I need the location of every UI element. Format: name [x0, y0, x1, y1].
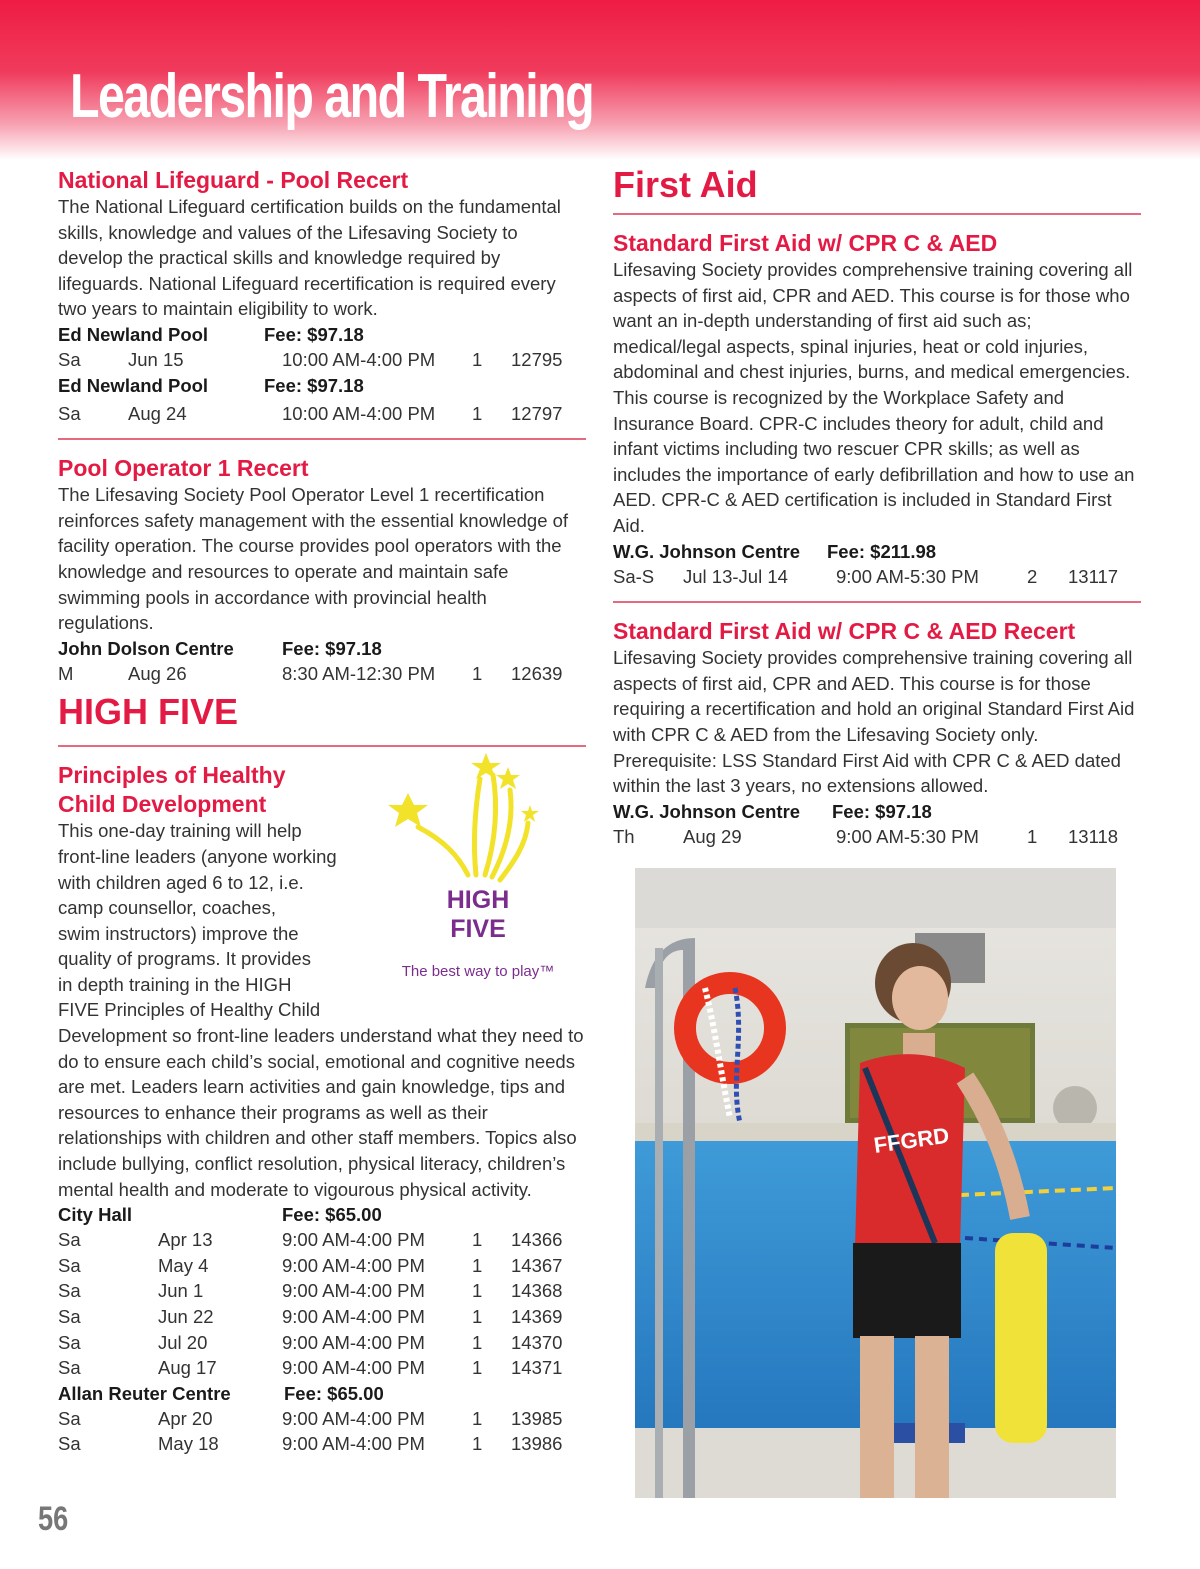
description-line: swim instructors) improve the [58, 922, 299, 944]
session-row [58, 1330, 586, 1356]
venue-name: W.G. Johnson Centre [613, 800, 801, 822]
session-code: 13986 [511, 1433, 563, 1455]
session-day: Sa [58, 1357, 81, 1379]
section-heading-first-aid: First Aid [613, 164, 758, 205]
course-title-sfa-recert: Standard First Aid w/ CPR C & AED Recert [613, 618, 1076, 645]
description-line: in depth training in the HIGH [58, 973, 292, 995]
session-time: 9:00 AM-4:00 PM [282, 1433, 425, 1455]
session-count: 2 [1027, 565, 1038, 587]
venue-row [58, 373, 586, 398]
session-code: 14371 [511, 1357, 563, 1379]
session-count: 1 [472, 662, 483, 684]
fee: Fee: $97.18 [832, 800, 932, 822]
course-title-pool-operator: Pool Operator 1 Recert [58, 455, 309, 482]
fee: Fee: $97.18 [282, 637, 382, 659]
session-code: 14366 [511, 1229, 563, 1251]
section-divider [613, 601, 1141, 603]
session-code: 14367 [511, 1254, 563, 1276]
header-banner [0, 0, 1200, 160]
section-heading-high-five: HIGH FIVE [58, 691, 239, 733]
session-date: Aug 24 [128, 402, 187, 424]
lifeguard-photo [635, 868, 1116, 1498]
venue-row [58, 1202, 586, 1227]
session-row [58, 1304, 586, 1330]
session-day: Sa [58, 1254, 81, 1276]
venue-row [58, 1381, 586, 1406]
session-row [613, 824, 1143, 850]
session-time: 9:00 AM-4:00 PM [282, 1229, 425, 1251]
session-code: 13118 [1068, 825, 1119, 847]
session-date: Jun 15 [128, 348, 184, 370]
high-five-logo [388, 745, 568, 985]
course-title-lifeguard: National Lifeguard - Pool Recert [58, 167, 409, 193]
session-list [58, 1406, 586, 1457]
venue-name: W.G. Johnson Centre [613, 540, 801, 562]
session-list [58, 1227, 586, 1381]
session-row [58, 1227, 586, 1253]
section-divider [58, 438, 586, 440]
session-day: Sa [58, 1433, 81, 1455]
session-time: 9:00 AM-4:00 PM [282, 1357, 425, 1379]
session-time: 9:00 AM-4:00 PM [282, 1306, 425, 1327]
description-line: quality of programs. It provides [58, 948, 311, 970]
venue-row [613, 799, 1143, 824]
session-day: M [58, 662, 74, 684]
venue-name: City Hall [58, 1204, 133, 1226]
session-count: 1 [472, 1280, 483, 1302]
session-count: 1 [472, 402, 483, 424]
course-title-principles-line2: Child Development [58, 791, 267, 818]
session-date: Apr 20 [158, 1407, 213, 1429]
fee: Fee: $97.18 [264, 374, 364, 396]
session-row [613, 564, 1143, 590]
session-time: 10:00 AM-4:00 PM [282, 402, 436, 424]
session-date: Aug 26 [128, 662, 187, 684]
session-row [58, 1253, 586, 1279]
session-day: Sa [58, 348, 81, 370]
section-divider [613, 213, 1141, 215]
venue-name: Allan Reuter Centre [58, 1382, 231, 1404]
session-row [58, 1278, 586, 1304]
course-description: Lifesaving Society provides comprehensive training covering all aspects of first aid, CPR and AED. This course is for those who want an in-depth understanding of first aid such as; medical/legal aspects, spinal injuries, heat or cold injuries, abdominal and chest injuries, burns, and medical emergencies. This course is recognized by the Workplace Safety and Insurance Board. CPR-C includes theory for adult, child and infant victims including two rescuer CPR skills; as well as includes the importance of early defibrillation and how to use an AED. CPR-C & AED certification is included in Standard First Aid. [613, 259, 1135, 536]
high-five-burst-icon [388, 745, 568, 985]
session-day: Sa [58, 1280, 81, 1302]
course-title-sfa: Standard First Aid w/ CPR C & AED [613, 230, 998, 256]
fee: Fee: $65.00 [284, 1382, 384, 1404]
course-description: Lifesaving Society provides comprehensive training covering all aspects of first aid, CPR and AED. This course is for those requiring a recertification and hold an original Standard First Aid with CPR C & AED from the Lifesaving Society only. Prerequisite: LSS Standard First Aid with CPR C & AED dated within the last 3 years, no extensions allowed. [613, 647, 1135, 797]
session-date: Jun 1 [158, 1280, 204, 1302]
session-code: 13117 [1068, 565, 1119, 587]
session-code: 12797 [511, 402, 563, 424]
session-row [58, 661, 586, 687]
session-count: 1 [472, 1433, 483, 1455]
session-time: 9:00 AM-4:00 PM [282, 1280, 425, 1302]
session-day: Sa [58, 1229, 81, 1251]
session-time: 9:00 AM-4:00 PM [282, 1407, 425, 1429]
description-line: FIVE Principles of Healthy Child [58, 999, 321, 1021]
session-code: 12795 [511, 348, 563, 370]
page-title: Leadership and Training [70, 62, 594, 131]
session-date: Jul 20 [158, 1331, 208, 1353]
session-time: 9:00 AM-4:00 PM [282, 1254, 425, 1276]
shirt-text: FFGRD [872, 1122, 951, 1158]
fee: Fee: $65.00 [282, 1204, 382, 1226]
session-date: Aug 17 [158, 1357, 217, 1379]
session-date: May 18 [158, 1433, 219, 1455]
fee: Fee: $211.98 [827, 540, 937, 562]
session-time: 8:30 AM-12:30 PM [282, 662, 436, 684]
venue-name: Ed Newland Pool [58, 323, 209, 345]
session-count: 1 [472, 348, 483, 370]
session-time: 9:00 AM-5:30 PM [836, 565, 979, 587]
description-line: This one-day training will help [58, 820, 302, 842]
session-date: Jul 13-Jul 14 [683, 565, 788, 587]
session-code: 14369 [511, 1306, 563, 1327]
session-count: 1 [1027, 825, 1038, 847]
session-time: 9:00 AM-5:30 PM [836, 825, 979, 847]
description-line: camp counsellor, coaches, [58, 897, 277, 919]
session-date: Jun 22 [158, 1306, 214, 1327]
session-date: Apr 13 [158, 1229, 213, 1251]
session-date: Aug 29 [683, 825, 742, 847]
session-time: 10:00 AM-4:00 PM [282, 348, 436, 370]
session-code: 14368 [511, 1280, 563, 1302]
course-description: Development so front-line leaders understand what they need to do to ensure each child’s social, emotional and cognitive needs are met. Leaders learn activities and gain knowledge, tips and resources to enhance their programs as well as their relationships with children and other staff members. Topics also include bullying, conflict resolution, physical literacy, children’s mental health and moderate to vigourous physical activity. [58, 1025, 584, 1200]
venue-name: Ed Newland Pool [58, 374, 209, 396]
session-day: Sa-S [613, 565, 655, 587]
session-date: May 4 [158, 1254, 209, 1276]
course-description: The Lifesaving Society Pool Operator Level 1 recertification reinforces safety management with the essential knowledge of facility operation. The course provides pool operators with the knowledge and resources to operate and maintain safe swimming pools in accordance with provincial health regulations. [58, 484, 569, 634]
right-column [613, 166, 1143, 849]
session-code: 13985 [511, 1407, 563, 1429]
session-time: 9:00 AM-4:00 PM [282, 1331, 425, 1353]
logo-text-high: HIGH [446, 886, 510, 914]
page-number: 56 [38, 1500, 69, 1538]
session-count: 1 [472, 1407, 483, 1429]
session-code: 14370 [511, 1331, 563, 1353]
venue-row [58, 322, 586, 347]
venue-name: John Dolson Centre [58, 637, 234, 659]
course-title-principles: Principles of Healthy [58, 762, 286, 789]
session-day: Sa [58, 402, 81, 424]
session-day: Sa [58, 1407, 81, 1429]
lifeguard-at-pool-image [635, 868, 1116, 1498]
session-count: 1 [472, 1357, 483, 1379]
description-line: with children aged 6 to 12, i.e. [58, 871, 304, 893]
logo-text-five: FIVE [450, 915, 506, 943]
session-row [58, 1355, 586, 1381]
session-day: Sa [58, 1306, 81, 1327]
session-count: 1 [472, 1331, 483, 1353]
description-line: front-line leaders (anyone working [58, 845, 337, 867]
session-row [58, 1406, 586, 1432]
course-description: The National Lifeguard certification builds on the fundamental skills, knowledge and values of the Lifesaving Society to develop the practical skills and knowledge required by lifeguards. National Lifeguard recertification is required every two years to maintain eligibility to work. [58, 196, 561, 320]
session-count: 1 [472, 1306, 483, 1327]
session-day: Sa [58, 1331, 81, 1353]
logo-tagline: The best way to play™ [401, 963, 555, 980]
session-count: 1 [472, 1254, 483, 1276]
session-day: Th [613, 825, 635, 847]
venue-row [613, 539, 1143, 564]
venue-row [58, 636, 586, 661]
session-code: 12639 [511, 662, 563, 684]
session-count: 1 [472, 1229, 483, 1251]
session-row [58, 1431, 586, 1457]
fee: Fee: $97.18 [264, 323, 364, 345]
session-row [58, 347, 586, 373]
session-row [58, 401, 586, 427]
